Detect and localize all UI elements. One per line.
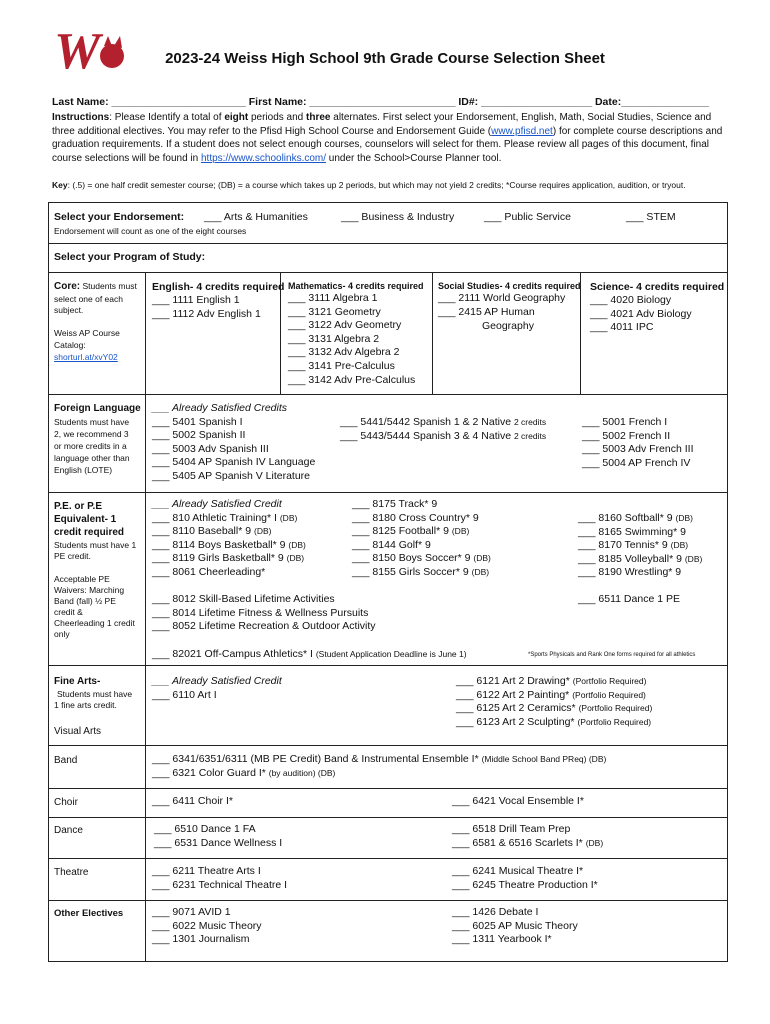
course-option[interactable]: ___ 6125 Art 2 Ceramics* (Portfolio Required)	[456, 702, 653, 715]
course-option[interactable]: ___ Already Satisfied Credit	[152, 498, 282, 510]
course-option[interactable]: ___ 6531 Dance Wellness I	[154, 836, 283, 849]
course-option[interactable]: ___ 6231 Technical Theatre I	[152, 878, 288, 891]
fine-arts-col2	[456, 675, 652, 729]
social-cont: Geography	[482, 320, 534, 332]
pe-waivers: Acceptable PE Waivers: Marching Band (fall) ½ PE credit & Cheerleading 1 credit only	[54, 574, 135, 639]
endorsement-label: Select your Endorsement:	[54, 211, 185, 223]
course-option[interactable]: ___ 8119 Girls Basketball* 9 (DB)	[152, 552, 305, 565]
course-option[interactable]: ___ 82021 Off-Campus Athletics* I (Student Application Deadline is June 1)	[152, 648, 467, 660]
weiss-logo	[52, 20, 126, 78]
course-option[interactable]: ___ 4021 Adv Biology	[590, 307, 692, 320]
course-option[interactable]: ___ 6321 Color Guard I* (by audition) (DB)	[152, 766, 336, 779]
course-option[interactable]: ___ 6211 Theatre Arts I	[152, 865, 261, 877]
core-desc-1: select one of each	[54, 294, 123, 304]
math-title: Mathematics- 4 credits required	[288, 281, 424, 291]
course-option[interactable]: ___ 6510 Dance 1 FA	[154, 823, 256, 835]
course-option[interactable]: ___ Already Satisfied Credits	[152, 402, 288, 414]
foreign-label: Foreign Language	[54, 403, 141, 414]
science-list	[590, 294, 692, 335]
course-option[interactable]: ___ 1112 Adv English 1	[152, 307, 261, 320]
course-option[interactable]: ___ 6341/6351/6311 (MB PE Credit) Band & Instrumental Ensemble I* (Middle School Band PReq) (DB)	[152, 753, 607, 765]
other-electives-label: Other Electives	[54, 908, 124, 919]
course-option[interactable]: ___ 8170 Tennis* 9 (DB)	[578, 539, 689, 552]
theatre-col1	[152, 865, 287, 892]
course-option[interactable]: ___ 3122 Adv Geometry	[288, 319, 402, 332]
fine-arts-label: Fine Arts-	[54, 676, 101, 687]
program-label: Select your Program of Study:	[54, 251, 206, 263]
sports-note: *Sports Physicals and Rank One forms required for all athletics	[528, 652, 696, 658]
course-option[interactable]: ___ 6022 Music Theory	[152, 919, 262, 932]
fine-arts-col1	[152, 675, 282, 702]
endorsement-public-service[interactable]: ___ Public Service	[484, 211, 571, 223]
fine-arts-desc: Students must have 1 fine arts credit.	[54, 689, 133, 710]
visual-arts-label: Visual Arts	[54, 726, 102, 737]
course-option[interactable]: ___ 8014 Lifetime Fitness & Wellness Pursuits	[152, 606, 369, 619]
pe-col3	[578, 512, 702, 580]
endorsement-arts[interactable]: ___ Arts & Humanities	[204, 211, 308, 223]
course-option[interactable]: ___ 9071 AVID 1	[152, 906, 231, 918]
endorsement-stem[interactable]: ___ STEM	[626, 211, 676, 223]
course-option[interactable]: ___ 5002 French II	[582, 429, 671, 442]
course-option[interactable]: ___ 6025 AP Music Theory	[452, 919, 578, 932]
schoolinks-link[interactable]: https://www.schoolinks.com/	[200, 152, 327, 164]
page-title: 2023-24 Weiss High School 9th Grade Course Selection Sheet	[165, 50, 605, 67]
course-option[interactable]: ___ 8144 Golf* 9	[352, 538, 431, 551]
catalog-label-2: Catalog:	[54, 340, 86, 350]
course-option[interactable]: ___ 1301 Journalism	[152, 933, 250, 946]
course-option[interactable]: ___ 5401 Spanish I	[152, 415, 243, 428]
course-option[interactable]: ___ 3121 Geometry	[288, 305, 381, 318]
catalog-label-1: Weiss AP Course	[54, 328, 120, 338]
course-option[interactable]: ___ 8160 Softball* 9 (DB)	[578, 512, 693, 524]
course-option[interactable]: ___ 8185 Volleyball* 9 (DB)	[578, 552, 703, 565]
endorsement-note: Endorsement will count as one of the eight courses	[54, 226, 247, 236]
dance-label: Dance	[54, 825, 83, 836]
course-option[interactable]: ___ 8061 Cheerleading*	[152, 565, 266, 578]
course-option[interactable]: ___ 6123 Art 2 Sculpting* (Portfolio Required)	[456, 715, 652, 728]
course-option[interactable]: ___ 6241 Musical Theatre I*	[452, 865, 584, 877]
course-option[interactable]: ___ Already Satisfied Credit	[152, 675, 282, 687]
course-option[interactable]: ___ 6511 Dance 1 PE	[578, 593, 680, 605]
course-option[interactable]: ___ 1111 English 1	[152, 294, 240, 306]
other-col1	[152, 906, 262, 947]
band-label: Band	[54, 755, 78, 766]
course-option[interactable]: ___ 8114 Boys Basketball* 9 (DB)	[152, 538, 306, 551]
pe-lifetime	[152, 593, 376, 634]
course-option[interactable]: ___ 6518 Drill Team Prep	[452, 823, 571, 835]
course-option[interactable]: ___ 8052 Lifetime Recreation & Outdoor Activity	[152, 620, 376, 633]
course-option[interactable]: ___ 2111 World Geography	[438, 292, 566, 304]
course-option[interactable]: ___ 8190 Wrestling* 9	[578, 566, 682, 579]
pfisd-link[interactable]: www.pfisd.net	[491, 125, 553, 137]
social-title: Social Studies- 4 credits required	[438, 281, 581, 291]
course-option[interactable]: ___ 5002 Spanish II	[152, 429, 246, 442]
science-title: Science- 4 credits required	[590, 281, 725, 293]
other-col2	[452, 906, 578, 947]
course-option[interactable]: ___ 6245 Theatre Production I*	[452, 878, 598, 891]
course-option[interactable]: ___ 5441/5442 Spanish 1 & 2 Native 2 credits	[340, 416, 547, 428]
course-option[interactable]: ___ 8155 Girls Soccer* 9 (DB)	[352, 565, 490, 578]
course-option[interactable]: ___ 4020 Biology	[590, 294, 672, 306]
pe-label: P.E. or P.E Equivalent- 1 credit required	[54, 501, 125, 538]
course-option[interactable]: ___ 4011 IPC	[590, 321, 654, 334]
course-option[interactable]: ___ 6421 Vocal Ensemble I*	[452, 795, 584, 807]
course-option[interactable]: ___ 8165 Swimming* 9	[578, 525, 686, 538]
course-option[interactable]: ___ 3142 Adv Pre-Calculus	[288, 373, 416, 386]
course-option[interactable]: ___ 3132 Adv Algebra 2	[288, 346, 400, 359]
course-option[interactable]: ___ 6122 Art 2 Painting* (Portfolio Required)	[456, 688, 646, 701]
course-option[interactable]: ___ 5003 Adv French III	[582, 443, 694, 456]
course-option[interactable]: ___ 2415 AP Human	[438, 305, 535, 318]
course-option[interactable]: ___ 1311 Yearbook I*	[452, 933, 552, 946]
theatre-label: Theatre	[54, 867, 89, 878]
english-list	[152, 294, 261, 321]
course-option[interactable]: ___ 3131 Algebra 2	[288, 332, 380, 345]
foreign-col1	[152, 402, 315, 484]
course-option[interactable]: ___ 8175 Track* 9	[352, 498, 438, 510]
course-option[interactable]: ___ 8110 Baseball* 9 (DB)	[152, 525, 272, 538]
course-option[interactable]: ___ 5004 AP French IV	[582, 456, 691, 469]
english-title: English- 4 credits required	[152, 281, 285, 293]
foreign-col3	[582, 416, 694, 470]
logo-letter: W	[54, 23, 101, 78]
theatre-col2	[452, 865, 598, 892]
foreign-col2	[340, 416, 546, 443]
endorsement-business[interactable]: ___ Business & Industry	[341, 211, 455, 223]
course-option[interactable]: ___ 6581 & 6516 Scarlets I* (DB)	[452, 836, 604, 849]
course-option[interactable]: ___ 8150 Boys Soccer* 9 (DB)	[352, 552, 491, 565]
name-id-date-line[interactable]: Last Name: _______________________ First Name: _________________________ ID#: ___________________ Date:_______________	[52, 96, 709, 108]
dance-col1	[154, 823, 282, 850]
course-option[interactable]: ___ 6121 Art 2 Drawing* (Portfolio Required)	[456, 675, 647, 687]
course-option[interactable]: ___ 1426 Debate I	[452, 906, 539, 918]
course-option[interactable]: ___ 810 Athletic Training* I (DB)	[152, 511, 298, 524]
course-option[interactable]: ___ 8180 Cross Country* 9	[352, 511, 479, 524]
course-option[interactable]: ___ 5001 French I	[582, 416, 668, 428]
course-option[interactable]: ___ 5443/5444 Spanish 3 & 4 Native 2 credits	[340, 429, 547, 442]
dance-col2	[452, 823, 603, 850]
course-option[interactable]: ___ 8125 Football* 9 (DB)	[352, 525, 470, 538]
pe-col2	[352, 498, 491, 580]
pe-col1	[152, 498, 306, 580]
pe-desc: Students must have 1 PE credit.	[54, 540, 137, 561]
course-option[interactable]: ___ 6411 Choir I*	[152, 795, 233, 807]
choir-label: Choir	[54, 797, 78, 808]
catalog-link[interactable]: shorturl.at/xvY02	[54, 352, 118, 362]
course-option[interactable]: ___ 6110 Art I	[152, 688, 217, 701]
instructions: Instructions: Please Identify a total of eight periods and three alternates. First select your Endorsement, English, Math, Social Studies, Science and three additional electives. You may refer to the Pfisd High School Course and Endorsement Guide (www.pfisd.net) for complete course descriptions and graduation requirements. If a student does not select enough courses, counselors will select for them. Please review all pages of this document, final course selections will be found in https://www.schoolinks.com/ under the School>Course Planner tool.	[52, 112, 723, 164]
social-list	[438, 292, 565, 319]
band-list	[152, 753, 606, 780]
key-legend: Key: (.5) = one half credit semester course; (DB) = a course which takes up 2 periods, but which may not yield 2 credits; *Course requires application, audition, or tryout.	[52, 180, 686, 190]
math-list	[288, 292, 415, 387]
course-option[interactable]: ___ 5003 Adv Spanish III	[152, 442, 269, 455]
core-label: Core: Students must	[54, 281, 137, 292]
course-option[interactable]: ___ 5405 AP Spanish V Literature	[152, 469, 311, 482]
core-desc-2: subject.	[54, 305, 84, 315]
course-option[interactable]: ___ 5404 AP Spanish IV Language	[152, 456, 316, 469]
course-option[interactable]: ___ 3141 Pre-Calculus	[288, 359, 395, 372]
foreign-desc: Students must have 2, we recommend 3 or more credits in a language other than English (LOTE)	[54, 417, 130, 475]
course-option[interactable]: ___ 8012 Skill-Based Lifetime Activities	[152, 593, 335, 605]
course-option[interactable]: ___ 3111 Algebra 1	[288, 292, 378, 304]
